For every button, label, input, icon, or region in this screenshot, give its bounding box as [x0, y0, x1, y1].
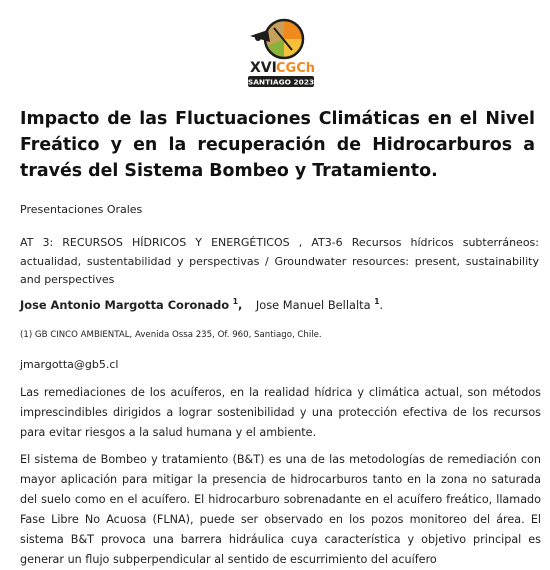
- author-2-name: Jose Manuel Bellalta: [255, 298, 371, 312]
- abstract-title: Impacto de las Fluctuaciones Climáticas en el Nivel Freático y en la recuperación de Hidrocarburos a través del Sistema Bombeo y Tratamiento.: [20, 109, 535, 181]
- author-2-affiliation: 1: [374, 297, 380, 306]
- congress-logo-icon: [246, 16, 316, 90]
- topic-line: AT 3: RECURSOS HÍDRICOS Y ENERGÉTICOS , AT3-6 Recursos hídricos subterráneos: actualidad, sustentabilidad y perspectivas / Groundwater resources: present, sustainability and perspectives: [20, 236, 539, 286]
- authors-line: Jose Antonio Margotta Coronado $^1$, Jose Manuel Bellalta $^1$.: [20, 297, 384, 312]
- body-paragraph: Las remediaciones de los acuíferos, en la realidad hídrica y climática actual, son métodos imprescindibles dirigidos a lograr sostenibilidad y una protección efectiva de los recursos para evitar riesgos a la salud humana y el ambiente.: [20, 386, 541, 439]
- congress-logo: [246, 16, 316, 90]
- body-paragraph: El sistema de Bombeo y tratamiento (B&T) es una de las metodologías de remediación con mayor aplicación para mitigar la presencia de hidrocarburos tanto en la zona no saturada del suelo como en el acuífero. El hidrocarburo sobrenadante en el acuífero freático, llamado Fase Libre No Acuosa (FLNA), puede ser observado en los pozos monitoreo del área. El sistema B&T provoca una barrera hidráulica cuya característica y objetivo principal es generar un flujo subperpendicular al sentido de escurrimiento del acuífero: [20, 453, 541, 566]
- author-1-name: Jose Antonio Margotta Coronado: [20, 298, 230, 312]
- contact-email[interactable]: jmargotta@gb5.cl: [20, 358, 119, 371]
- affiliation: (1) GB CINCO AMBIENTAL, Avenida Ossa 235, Of. 960, Santiago, Chile.: [20, 330, 322, 340]
- author-1-affiliation: 1: [232, 297, 238, 306]
- svg-text:XVI: XVI: [250, 60, 277, 76]
- svg-text:CGCh: CGCh: [276, 61, 316, 76]
- session-type: Presentaciones Orales: [20, 203, 143, 216]
- svg-text:SANTIAGO 2023: SANTIAGO 2023: [247, 77, 315, 87]
